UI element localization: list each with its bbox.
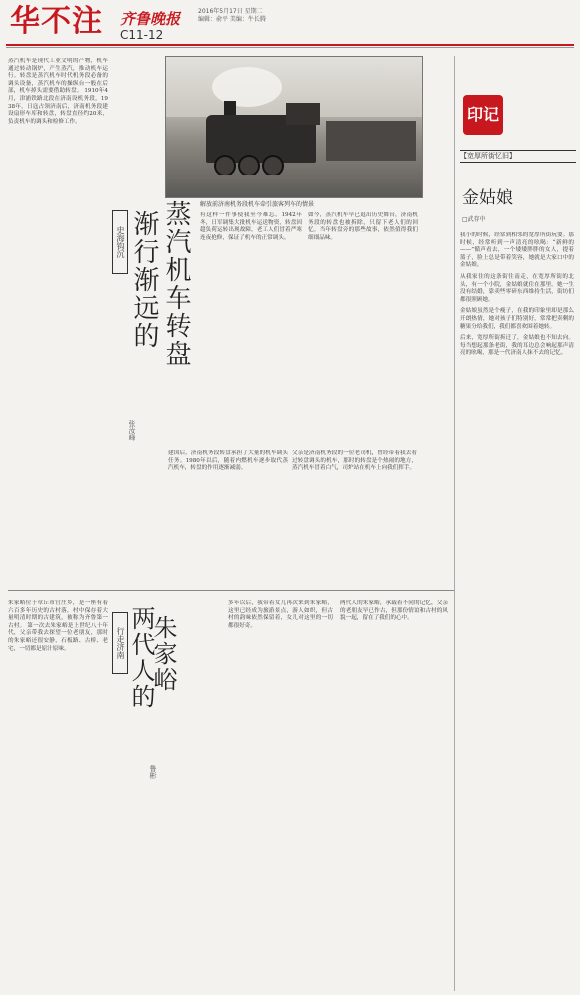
header-rule — [6, 44, 574, 46]
article1-text-e: 有这样一件事使我至今难忘。1942年冬，日军调集大批机车运送物资，转盘因超负荷运转出现故障，老工人们冒着严寒连夜抢修，保证了机车的正常调头。 — [200, 212, 302, 241]
article1-column-c — [200, 212, 302, 442]
article1-title-line1: 蒸汽机车转盘 — [161, 200, 191, 368]
article1-text-f: 如今，蒸汽机车早已退出历史舞台，济南机务段的转盘也被拆除，只留下老人们的回忆。当年转盘旁的那些故事，依然值得我们细细品味。 — [308, 212, 418, 241]
article3-paragraph: 金姑娘虽然是个瘦子，在我的印象里却是那么开朗热情，她对孩子们特别好，常常把卖剩的糖果分给我们，我们都喜欢围着她转。 — [460, 308, 574, 330]
article1-text-d: 父亲是济南机务段的一位老司机，曾经带着我去看过转盘调头的机车，那时的转盘是个热闹的地方，蒸汽机车冒着白气，司炉站在机车上向我们挥手。 — [292, 450, 417, 472]
article3-title: 金姑娘 — [462, 188, 513, 208]
article1-author: 张汝峰 — [128, 420, 136, 441]
date-line: 2016年5月17日 星期二 — [198, 8, 263, 15]
header-rule-thin — [6, 47, 574, 48]
article1-title-line2: 渐行渐远的 — [129, 210, 159, 350]
article2-title-line1: 朱家峪 — [149, 615, 177, 693]
photo-wheel — [214, 155, 236, 177]
masthead: 华不注 — [10, 4, 103, 39]
photo-wheel — [262, 155, 284, 177]
article2-text-a: 朱家峪位于章丘市官庄乡，是一座有着六百多年历史的古村落，村中保存着大量明清时期的古建筑，被称为齐鲁第一古村。 — [8, 600, 108, 629]
section-divider — [8, 590, 454, 591]
article2-column-c — [228, 600, 333, 800]
article1-text-a: 蒸汽机车是现代工业文明的产物，机车通过转动锅炉，产生蒸汽，推动机车运行。转盘是蒸汽机车时代机务段必备的调头设备，蒸汽机车的操纵台一般在后部，机车掉头需要借助转盘。 — [8, 58, 108, 95]
photo-rail — [166, 175, 422, 179]
photo-steam — [212, 67, 282, 107]
column-divider — [454, 56, 455, 991]
article3-paragraph: 从我家住的这条街往南走，在宽厚所街的北头，有一个小院，金姑娘就住在那里。她一生没有结婚，靠卖些零碎东西维持生活，街坊们都很照顾她。 — [460, 273, 574, 303]
article2-column-tag: 行走济南 — [112, 612, 128, 674]
article2-column-d — [340, 600, 448, 800]
photo-caption: 解放前济南机务段机车牵引旅客列车的情景 — [200, 201, 315, 208]
article1-column-a — [8, 58, 108, 558]
article1-text-b: 1910年4月，津浦铁路北段在济南设机务段，1938年，日寇占领济南后，济南机务段建设扇形车库和转盘，转盘直径约20米，负责机车的调头和检修工作。 — [8, 88, 108, 125]
page-number: C11-12 — [120, 28, 164, 42]
photo-wheel — [238, 155, 260, 177]
editor-line: 编辑：俞平 美编：牛长腾 — [198, 16, 266, 23]
article1-text-c: 建国后，济南机务段转盘承担了大量的机车调头任务。1980年以后，随着内燃机车逐步取代蒸汽机车，转盘的作用逐渐减弱。 — [168, 450, 288, 472]
article1-column-f — [292, 450, 417, 570]
seal-stamp: 印记 — [463, 95, 503, 135]
article1-column-d — [308, 212, 418, 442]
newspaper-brand: 齐鲁晚报 — [120, 10, 181, 28]
photo-railcar — [326, 121, 416, 161]
photo-cab — [286, 103, 320, 125]
article3-paragraph: 我小的时候，经常到相邻的宽厚所街玩耍。那时候，经常听到一声清亮的吆喝：“新鲜的——”循声看去，一个矮矮胖胖的女人，提着篮子，脸上总是带着笑容，她就是大家口中的金姑娘。 — [460, 232, 574, 269]
article1-column-tag: 史海钩沉 — [112, 210, 128, 274]
article3-author: □武存中 — [462, 216, 486, 223]
section-label: 【宽厚所街忆旧】 — [460, 150, 576, 163]
article2-title-line2: 两代人的 — [127, 606, 155, 710]
article2-text-c: 多年以后，我带着女儿再次来到朱家峪，这里已经成为旅游景点，游人如织，但古村的韵味依然保留着，女儿对这里的一切都很好奇。 — [228, 600, 333, 629]
article3-body — [460, 232, 574, 987]
header-info — [198, 8, 266, 24]
article3-paragraph: 后来，宽厚所街拆迁了，金姑娘也不知去向。每当想起那条老街，我的耳边总会响起那声清亮的吆喝，那是一代济南人抹不去的记忆。 — [460, 335, 574, 357]
article2-text-b: 第一次去朱家峪是上世纪八十年代，父亲带我去探望一位老朋友，那时的朱家峪还很安静，石板路、古桥、老宅，一切都是原汁原味。 — [8, 622, 108, 652]
article2-text-d: 两代人的朱家峪，承载着不同的记忆，父亲的老朋友早已作古，但那份情谊和古村的风貌一起，留在了我们的心中。 — [340, 600, 448, 622]
article2-author: 鲁彬 — [149, 765, 157, 779]
article1-column-e — [168, 450, 288, 570]
article2-column-a — [8, 600, 108, 985]
steam-locomotive-photo — [165, 56, 423, 198]
